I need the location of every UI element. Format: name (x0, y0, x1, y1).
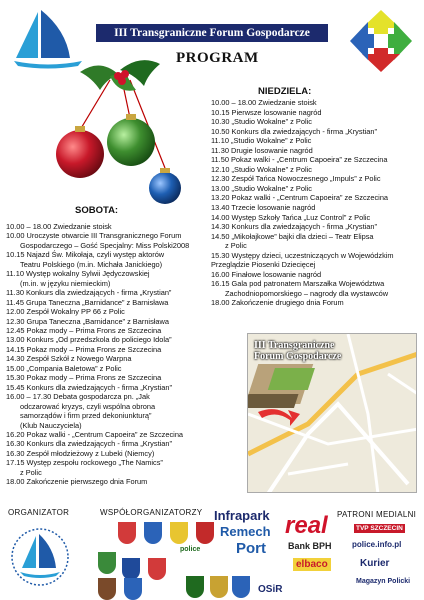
schedule-item: 17.15 Występ zespołu rockowego „The Namics” (6, 458, 163, 468)
schedule-item: (m.in. w języku niemieckim) (20, 278, 111, 288)
port-logo: Port (236, 540, 266, 557)
coat-of-arms-icon (186, 576, 204, 598)
schedule-item: 12.30 Grupa Taneczna „Barnidance” z Barnisława (6, 316, 169, 326)
schedule-item: z Polic (20, 467, 42, 477)
schedule-item: 15.30 Pokaz mody – Prima Frons ze Szczecina (6, 373, 162, 383)
sunday-title: NIEDZIELA: (258, 86, 312, 97)
kurier-logo: Kurier (360, 558, 390, 569)
police-town-logo: police (180, 546, 201, 553)
schedule-item: 10.15 Najazd Św. Mikołaja, czyli występ aktorów (6, 250, 165, 260)
coat-of-arms-icon (210, 576, 228, 598)
schedule-item: 10.15 Pierwsze losowanie nagród (211, 107, 322, 117)
schedule-item: 11.50 Pokaz walki - „Centrum Capoeira” ze Szczecina (211, 155, 388, 165)
schedule-item: 16.20 Pokaz walki - „Centrum Capoeira” ze Szczecina (6, 429, 184, 439)
program-title: PROGRAM (176, 50, 259, 66)
schedule-item: 13.40 Trzecie losowanie nagród (211, 203, 316, 213)
schedule-item: 15.30 Występy dzieci, uczestniczących w Wojewódzkim (211, 250, 394, 260)
schedule-item: 14.30 Zespół Szkół z Nowego Warpna (6, 354, 132, 364)
schedule-item: 18.00 Zakończenie drugiego dnia Forum (211, 298, 344, 308)
schedule-item: (Klub Nauczyciela) (20, 420, 82, 430)
coat-of-arms-icon (98, 552, 116, 574)
coat-of-arms-icon (118, 522, 136, 544)
schedule-item: 11.45 Grupa Taneczna „Barnidance” z Barnisława (6, 297, 169, 307)
schedule-item: Przeglądzie Piosenki Dziecięcej (211, 260, 316, 270)
saturday-title: SOBOTA: (75, 205, 119, 216)
schedule-item: 14.30 Konkurs dla zwiedzających - firma „Krystian” (211, 222, 377, 232)
schedule-item: 16.15 Gala pod patronatem Marszałka Województwa (211, 279, 385, 289)
tvp-szczecin-logo: TVP SZCZECIN (356, 525, 403, 532)
schedule-item: odczarować kryzys, czyli wspólna obrona (20, 401, 156, 411)
organizer-label: ORGANIZATOR (8, 508, 70, 517)
schedule-item: 16.00 – 17.30 Debata gospodarcza pn. „Jak (6, 392, 150, 402)
media-patrons-label: PATRONI MEDIALNI (337, 510, 417, 519)
schedule-item: Gospodarczego – Gość Specjalny: Miss Polski2008 (20, 240, 190, 250)
location-map (247, 333, 417, 493)
schedule-item: 12.10 „Studio Wokalne” z Polic (211, 164, 312, 174)
schedule-item: 15.45 Konkurs dla zwiedzających - firma „Krystian” (6, 382, 172, 392)
schedule-item: 13.00 „Studio Wokalne” z Polic (211, 183, 312, 193)
police-info-logo: police.info.pl (352, 540, 402, 549)
schedule-item: 16.30 Zespół młodzieżowy z Lubeki (Niemcy) (6, 448, 155, 458)
coat-of-arms-icon (170, 522, 188, 544)
schedule-item: 15.00 „Compania Baletowa” z Polic (6, 363, 122, 373)
schedule-item: 10.00 Uroczyste otwarcie III Transgranicznego Forum (6, 231, 182, 241)
real-logo: real (285, 512, 328, 539)
schedule-item: 10.50 Konkurs dla zwiedzających - firma „Krystian” (211, 126, 377, 136)
bank-bph-logo: Bank BPH (288, 541, 332, 551)
schedule-item: 14.15 Pokaz mody – Prima Frons ze Szczecina (6, 344, 162, 354)
coat-of-arms-icon (232, 576, 250, 598)
saturday-schedule (6, 222, 246, 487)
schedule-item: 14.00 Występ Szkoły Tańca „Luz Control” z Polic (211, 212, 371, 222)
schedule-item: 16.30 Konkurs dla zwiedzających - firma „Krystian” (6, 439, 172, 449)
schedule-item: 11.30 Konkurs dla zwiedzających - firma „Krystian” (6, 288, 172, 298)
magazyn-policki-logo: Magazyn Policki (356, 578, 411, 585)
coat-of-arms-icon (98, 578, 116, 600)
schedule-item: 12.30 Zespół Tańca Nowoczesnego „Impuls” z Polic (211, 174, 381, 184)
coorganizers-label: WSPÓŁORGANIZATORZY (100, 508, 203, 517)
schedule-item: 11.10 „Studio Wokalne” z Polic (211, 136, 312, 146)
schedule-item: 10.00 – 18.00 Zwiedzanie stoisk (211, 98, 317, 107)
banner-title: III Transgraniczne Forum Gospodarcze (96, 24, 328, 42)
cross-logo (348, 8, 414, 74)
schedule-item: 13.00 Konkurs „Od przedszkola do policiego Idola” (6, 335, 172, 345)
organizer-logo (10, 522, 70, 592)
map-title: III Transgraniczne Forum Gospodarcze (254, 340, 342, 362)
schedule-item: 14.50 „Mikołajkowe” bajki dla dzieci – Teatr Elipsa (211, 231, 374, 241)
schedule-item: 11.30 Drugie losowanie nagród (211, 145, 313, 155)
schedule-item: 11.10 Występ wokalny Sylwii Jędyczowskiej (6, 269, 150, 279)
remech-logo: Remech (220, 524, 271, 539)
schedule-item: samorządów i firm przed dekoniunkturą” (20, 411, 152, 421)
schedule-item: 18.00 Zakończenie pierwszego dnia Forum (6, 477, 148, 487)
sunday-schedule (211, 98, 421, 308)
schedule-item: Teatru Polskiego (m.in. Michała Janickiego) (20, 259, 163, 269)
osir-logo: OSiR (258, 584, 283, 595)
coat-of-arms-icon (124, 578, 142, 600)
christmas-ornaments-illustration (40, 50, 215, 205)
elbaco-logo: elbaco (293, 558, 331, 571)
coat-of-arms-icon (144, 522, 162, 544)
infrapark-logo: Infrapark (214, 508, 270, 523)
schedule-item: 12.45 Pokaz mody – Prima Frons ze Szczecina (6, 325, 162, 335)
schedule-item: 13.20 Pokaz walki - „Centrum Capoeira” ze Szczecina (211, 193, 389, 203)
coat-of-arms-icon (148, 558, 166, 580)
coat-of-arms-icon (122, 558, 140, 580)
schedule-item: 10.30 „Studio Wokalne” z Polic (211, 117, 312, 127)
schedule-item: 10.00 – 18.00 Zwiedzanie stoisk (6, 222, 112, 231)
schedule-item: 16.00 Finałowe losowanie nagród (211, 269, 322, 279)
schedule-item: Zachodniopomorskiego – nagrody dla wystawców (225, 288, 389, 298)
schedule-item: z Polic (225, 241, 247, 251)
schedule-item: 12.00 Zespół Wokalny PP 66 z Polic (6, 307, 125, 317)
coat-of-arms-icon (196, 522, 214, 544)
